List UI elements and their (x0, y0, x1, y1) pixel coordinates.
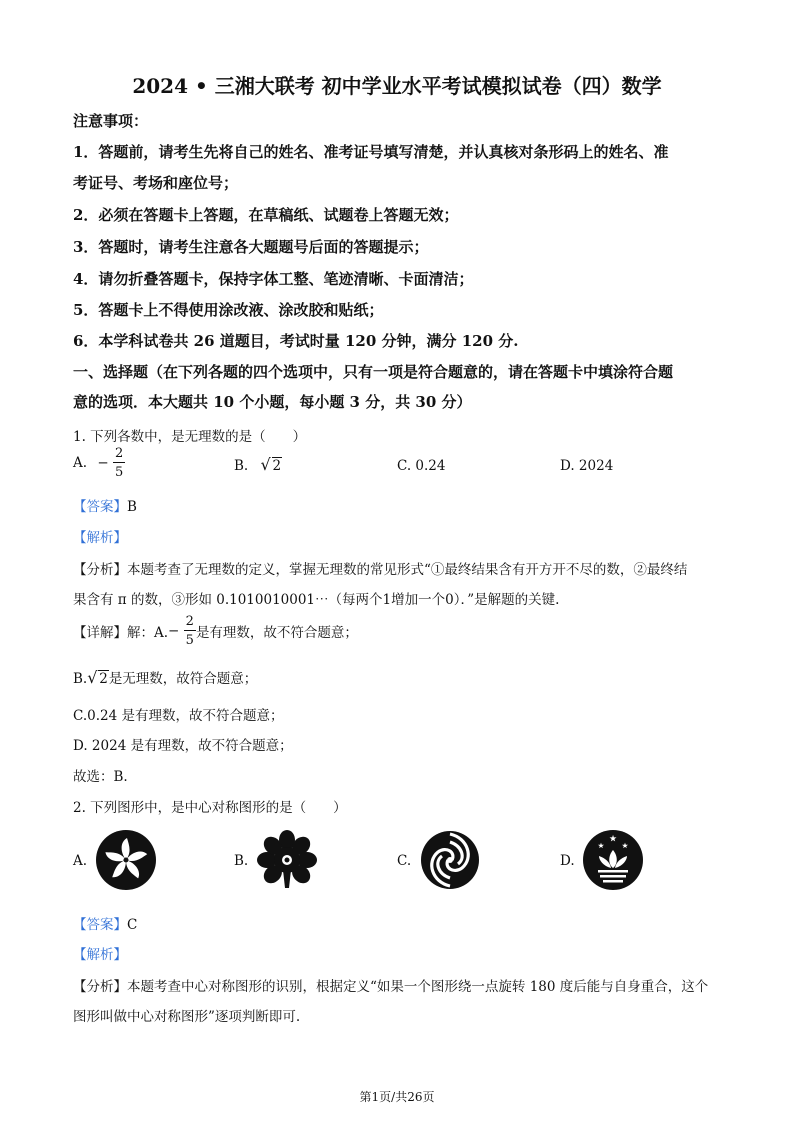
numerator: 2 (185, 614, 194, 629)
xiangjie-text: 是无理数，故符合题意； (108, 671, 258, 687)
lotus-emblem-icon (583, 830, 643, 890)
fenxi-line: 图形叫做中心对称图形”逐项判断即可. (73, 1009, 301, 1025)
xiangjie-prefix: 解：A. (127, 625, 169, 641)
choose-line: 故选：B. (73, 769, 128, 785)
fenxi-line (73, 558, 687, 578)
denominator: 5 (185, 633, 194, 648)
xiangjie-tag: 【详解】 (73, 625, 127, 641)
option-label: A. (73, 853, 88, 869)
sqrt (87, 671, 109, 687)
fraction (184, 615, 196, 647)
notice-item: 1．答题前，请考生先将自己的姓名、准考证号填写清楚，并认真核对条形码上的姓名、准 (73, 143, 669, 161)
minus-sign: − (168, 623, 180, 639)
fenxi-tag: 【分析】 (73, 979, 127, 995)
analysis-tag: 【解析】 (73, 947, 127, 963)
notice-item: 考证号、考场和座位号； (73, 174, 239, 192)
option-a (73, 447, 125, 479)
spiral-swirl-icon (420, 830, 480, 890)
fenxi-line (73, 975, 708, 995)
notice-item: 2．必须在答题卡上答题，在草稿纸、试题卷上答题无效； (73, 206, 459, 224)
denominator: 5 (114, 465, 124, 480)
radicand: 2 (272, 458, 282, 474)
option-label: B. (234, 458, 249, 474)
xiangjie-prefix: B. (73, 671, 88, 687)
notice-item: 5．答题卡上不得使用涂改液、涂改胶和贴纸； (73, 301, 384, 319)
analysis-tag: 【解析】 (73, 530, 127, 546)
answer-value: B (127, 499, 137, 515)
notice-item: 6．本学科试卷共 26 道题目，考试时量 120 分钟，满分 120 分. (73, 332, 519, 350)
xiangjie-text: 是有理数，故不符合题意； (195, 625, 358, 641)
bauhinia-flower-icon (96, 830, 156, 890)
section-heading: 一、选择题（在下列各题的四个选项中，只有一项是符合题意的，请在答题卡中填涂符合题 (73, 363, 674, 381)
section-heading: 意的选项．本大题共 10 个小题，每小题 3 分，共 30 分） (73, 393, 472, 411)
option-label: D. (560, 853, 575, 869)
xiangjie-c: C.0.24 是有理数，故不符合题意； (73, 708, 284, 724)
answer-value: C (127, 917, 138, 933)
option-label: C. (397, 853, 412, 869)
option-label: A. (73, 455, 88, 471)
page-title: 2024 • 三湘大联考 初中学业水平考试模拟试卷（四）数学 (132, 74, 662, 98)
numerator: 2 (114, 446, 124, 461)
question-stem: 2. 下列图形中，是中心对称图形的是（ ） (73, 800, 347, 816)
notice-heading: 注意事项： (73, 112, 149, 130)
fenxi-text: 本题考查中心对称图形的识别，根据定义“如果一个图形绕一点旋转 180 度后能与自身重合，这个 (127, 979, 709, 995)
flower-emblem-icon (257, 830, 317, 890)
question-stem: 1. 下列各数中，是无理数的是（ ） (73, 429, 307, 445)
xiangjie-d: D. 2024 是有理数，故不符合题意； (73, 738, 293, 754)
fraction (113, 447, 125, 479)
option-c: C. 0.24 (397, 458, 446, 474)
answer-tag: 【答案】 (73, 499, 127, 515)
fenxi-text: 本题考查了无理数的定义，掌握无理数的常见形式“①最终结果含有开方开不尽的数，②最终结 (127, 562, 688, 578)
option-label: B. (234, 853, 249, 869)
notice-item: 3．答题时，请考生注意各大题题号后面的答题提示； (73, 238, 429, 256)
answer-line (73, 495, 137, 515)
sqrt (261, 458, 283, 474)
page-footer: 第1页/共26页 (359, 1090, 435, 1104)
xiangjie-b (73, 667, 257, 687)
option-d: D. 2024 (560, 458, 614, 474)
notice-item: 4．请勿折叠答题卡，保持字体工整、笔迹清晰、卡面清洁； (73, 270, 474, 288)
answer-tag: 【答案】 (73, 917, 127, 933)
radicand: 2 (99, 671, 108, 687)
xiangjie-a (73, 615, 358, 647)
fenxi-tag: 【分析】 (73, 562, 127, 578)
answer-line (73, 913, 137, 933)
minus-sign: − (97, 455, 109, 471)
fenxi-line: 果含有 π 的数，③形如 0.1010010001⋯（每两个1增加一个0）．”是解题的关键. (73, 592, 560, 608)
option-b (234, 458, 282, 474)
